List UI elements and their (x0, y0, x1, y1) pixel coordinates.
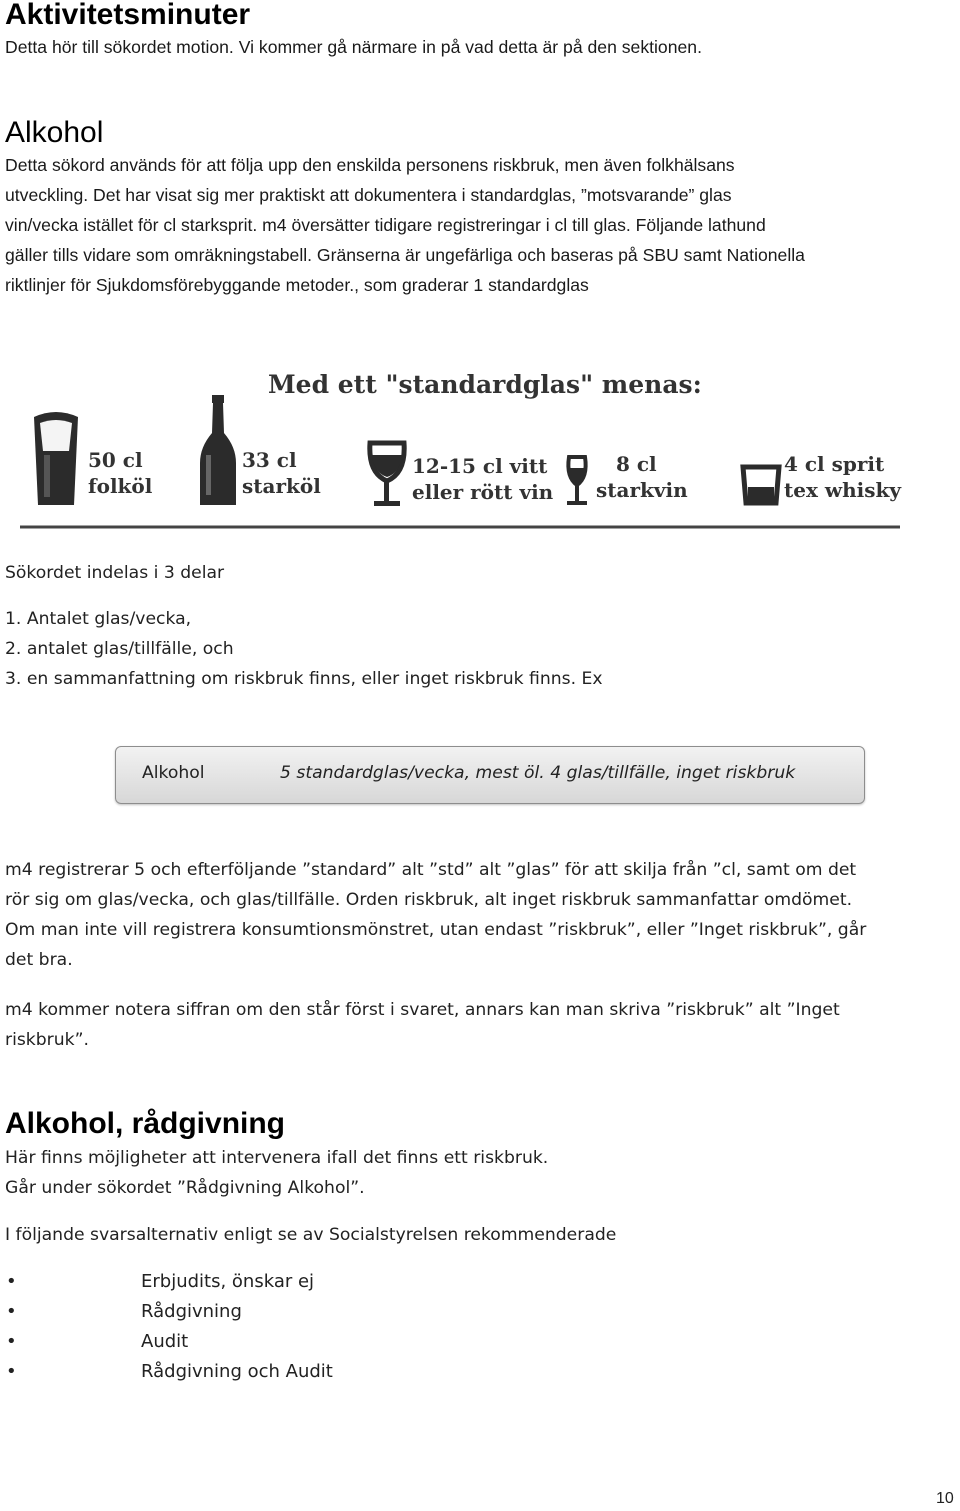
bullet-icon: • (6, 1301, 17, 1322)
radgivning-intro: I följande svarsalternativ enligt se av Socialstyrelsen rekommenderade (5, 1225, 617, 1245)
option-label: Erbjudits, önskar ej (141, 1271, 315, 1292)
bullet-icon: • (6, 1361, 17, 1382)
registration-paragraph (5, 855, 866, 975)
paragraph-line: m4 registrerar 5 och efterföljande ”standard” alt ”std” alt ”glas” för att skilja från ”cl, samt om det (5, 860, 857, 880)
figure-item-amount: 8 cl (616, 452, 657, 476)
alkohol-line: riktlinjer för Sjukdomsförebyggande metoder., som graderar 1 standardglas (5, 275, 589, 295)
figure-item-label: starköl (242, 474, 321, 498)
list-item: 3. en sammanfattning om riskbruk finns, eller inget riskbruk finns. Ex (5, 669, 603, 689)
page-number: 10 (936, 1490, 954, 1507)
parts-intro: Sökordet indelas i 3 delar (5, 563, 225, 583)
bullet-icon: • (6, 1331, 17, 1352)
heading-alkohol-radgivning: Alkohol, rådgivning (5, 1107, 286, 1140)
option-label: Audit (141, 1331, 189, 1352)
example-label: Alkohol (142, 763, 205, 783)
radgivning-paragraph (5, 1143, 548, 1203)
figure-item-amount: 50 cl (88, 448, 143, 472)
beer-glass-icon (34, 412, 78, 505)
alkohol-line: vin/vecka istället för cl starksprit. m4 översätter tidigare registreringar i cl till glas. Följande lathund (5, 215, 766, 235)
figure-item-label: starkvin (596, 478, 688, 502)
aktivitetsminuter-text: Detta hör till sökordet motion. Vi kommer gå närmare in på vad detta är på den sektionen. (5, 37, 702, 57)
alkohol-line: Detta sökord används för att följa upp den enskilda personens riskbruk, men även folkhälsans (5, 155, 735, 175)
figure-item-amount: 4 cl sprit (784, 452, 885, 476)
figure-title: Med ett "standardglas" menas: (268, 370, 702, 399)
paragraph-line: det bra. (5, 950, 73, 970)
parts-list (5, 604, 603, 694)
alkohol-line: utveckling. Det har visat sig mer praktiskt att dokumentera i standardglas, ”motsvarande” glas (5, 185, 732, 205)
paragraph-line: riskbruk”. (5, 1030, 89, 1050)
standard-drink-figure (20, 355, 910, 535)
bottle-icon (200, 395, 236, 505)
heading-aktivitetsminuter: Aktivitetsminuter (5, 0, 251, 31)
paragraph-line: rör sig om glas/vecka, och glas/tillfälle. Orden riskbruk, alt inget riskbruk sammanfattar omdömet. (5, 890, 853, 910)
figure-item-label: folköl (88, 474, 153, 498)
list-item: 1. Antalet glas/vecka, (5, 609, 192, 629)
fortified-wine-glass-icon (567, 457, 587, 505)
paragraph-line: Om man inte vill registrera konsumtionsmönstret, utan endast ”riskbruk”, eller ”Inget riskbruk”, går (5, 920, 867, 940)
figure-item-label: eller rött vin (412, 480, 554, 504)
paragraph-line: Går under sökordet ”Rådgivning Alkohol”. (5, 1178, 365, 1198)
example-value: 5 standardglas/vecka, mest öl. 4 glas/tillfälle, inget riskbruk (280, 763, 796, 783)
paragraph-line: m4 kommer notera siffran om den står först i svaret, annars kan man skriva ”riskbruk” alt ”Inget (5, 1000, 840, 1020)
example-box (115, 746, 865, 804)
option-label: Rådgivning (141, 1301, 242, 1322)
paragraph-line: Här finns möjligheter att intervenera ifall det finns ett riskbruk. (5, 1148, 549, 1168)
list-item: 2. antalet glas/tillfälle, och (5, 639, 234, 659)
alkohol-line: gäller tills vidare som omräkningstabell. Gränserna är ungefärliga och baseras på SBU samt Nationella (5, 245, 805, 265)
wine-glass-icon (370, 443, 404, 506)
heading-alkohol: Alkohol (5, 116, 104, 149)
notation-paragraph (5, 995, 840, 1055)
figure-item-amount: 33 cl (242, 448, 297, 472)
alkohol-paragraph (5, 150, 805, 300)
figure-item-amount: 12-15 cl vitt (412, 454, 548, 478)
figure-item-label: tex whisky (784, 478, 901, 502)
whisky-glass-icon (743, 467, 779, 503)
option-label: Rådgivning och Audit (141, 1361, 333, 1382)
bullet-icon: • (6, 1271, 17, 1292)
